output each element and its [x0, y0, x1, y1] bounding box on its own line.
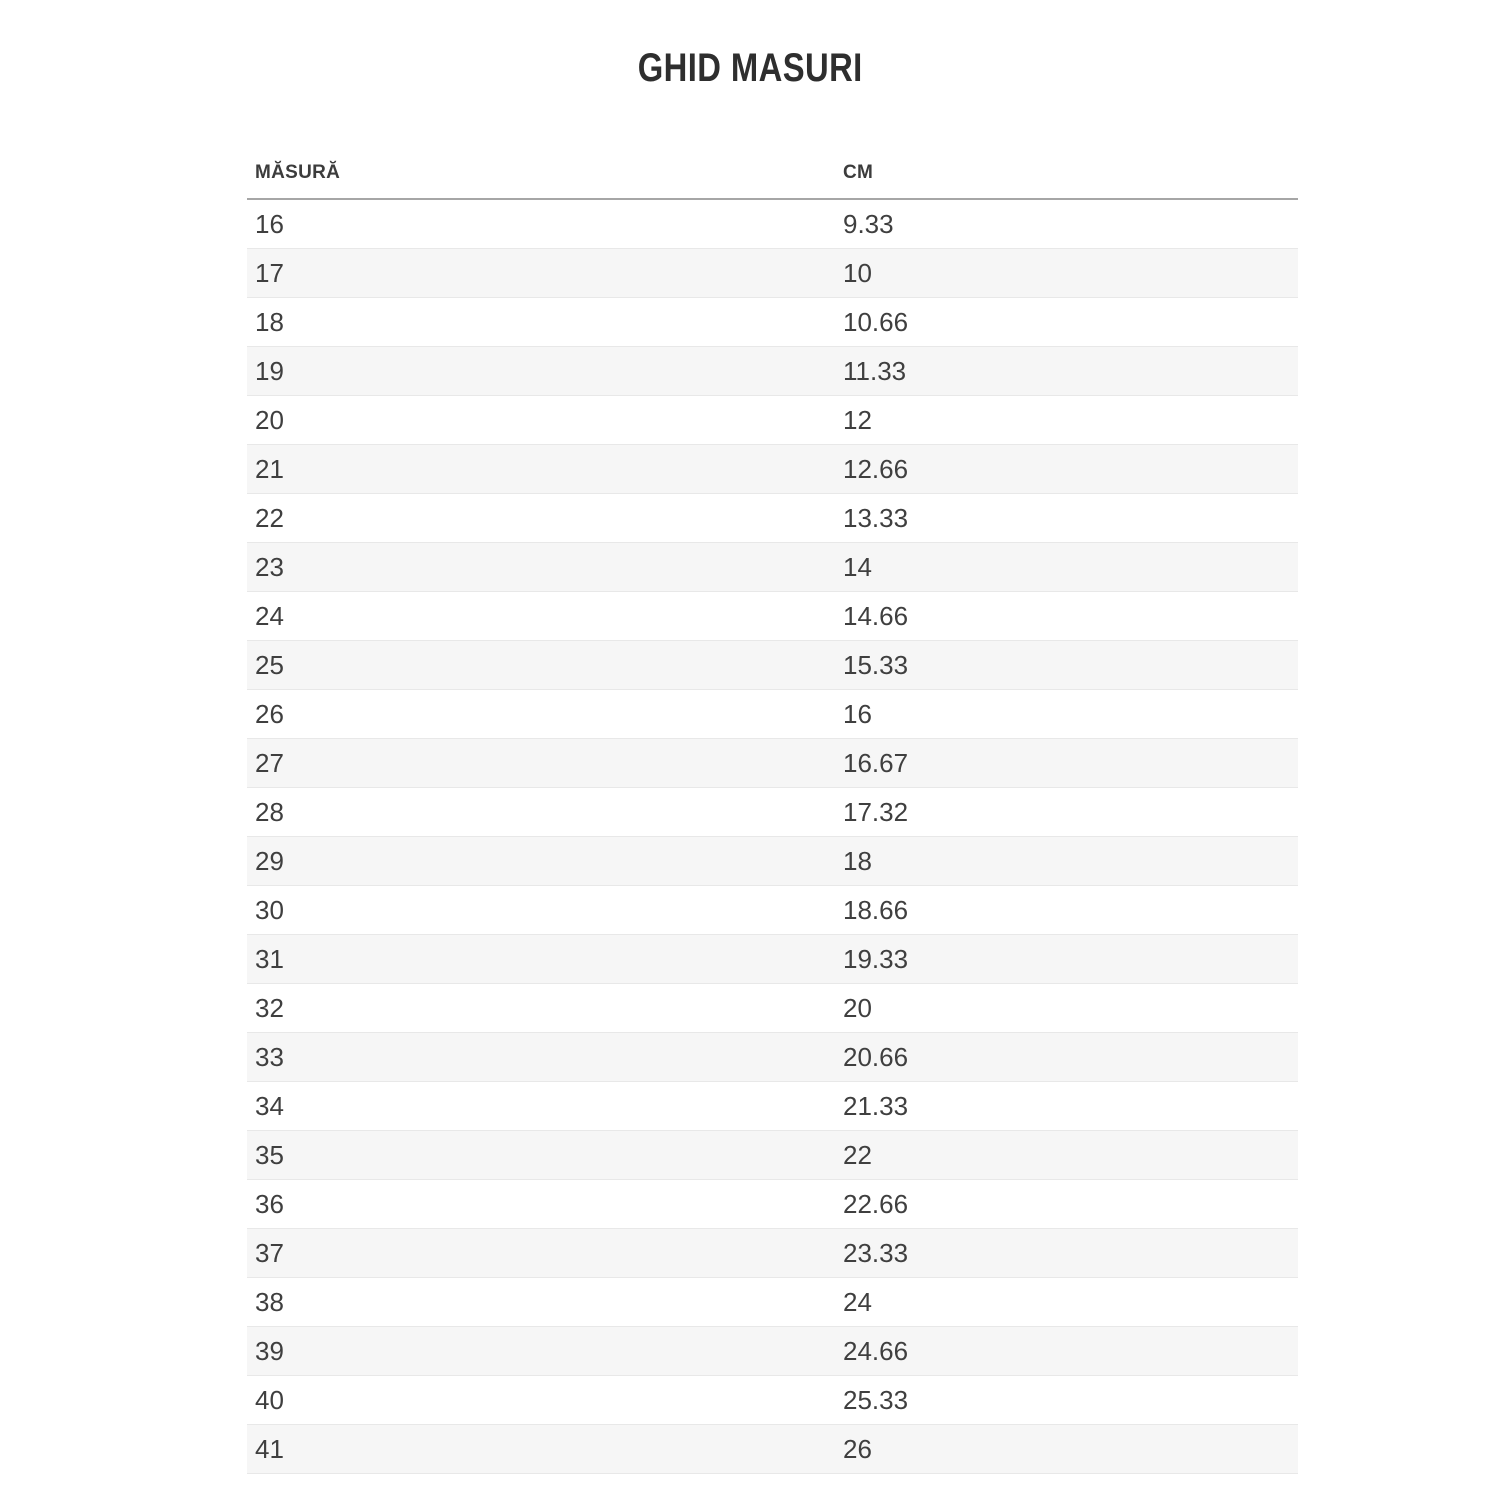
size-cell: 37	[247, 1229, 835, 1278]
size-cell: 41	[247, 1425, 835, 1474]
cm-cell: 10.66	[835, 298, 1298, 347]
table-row	[247, 788, 1298, 837]
size-cell: 33	[247, 1033, 835, 1082]
table-row	[247, 1082, 1298, 1131]
cm-cell: 15.33	[835, 641, 1298, 690]
table-row	[247, 886, 1298, 935]
cm-cell: 19.33	[835, 935, 1298, 984]
table-body	[247, 199, 1298, 1474]
table-row	[247, 1425, 1298, 1474]
cm-cell: 18.66	[835, 886, 1298, 935]
table-row	[247, 1180, 1298, 1229]
table-row	[247, 494, 1298, 543]
table-row	[247, 199, 1298, 249]
table-row	[247, 1229, 1298, 1278]
size-cell: 27	[247, 739, 835, 788]
table-row	[247, 298, 1298, 347]
table-row	[247, 837, 1298, 886]
table-row	[247, 1376, 1298, 1425]
size-cell: 39	[247, 1327, 835, 1376]
table-row	[247, 347, 1298, 396]
size-cell: 32	[247, 984, 835, 1033]
cm-cell: 23.33	[835, 1229, 1298, 1278]
table-row	[247, 1327, 1298, 1376]
table-row	[247, 543, 1298, 592]
size-cell: 26	[247, 690, 835, 739]
table-row	[247, 984, 1298, 1033]
table-row	[247, 690, 1298, 739]
size-cell: 25	[247, 641, 835, 690]
cm-cell: 12.66	[835, 445, 1298, 494]
size-cell: 36	[247, 1180, 835, 1229]
page-title-text: GHID MASURI	[637, 46, 863, 90]
cm-cell: 26	[835, 1425, 1298, 1474]
cm-cell: 22.66	[835, 1180, 1298, 1229]
size-column-header: MĂSURĂ	[247, 162, 835, 199]
cm-cell: 17.32	[835, 788, 1298, 837]
size-cell: 40	[247, 1376, 835, 1425]
size-cell: 30	[247, 886, 835, 935]
table-row	[247, 445, 1298, 494]
cm-cell: 20.66	[835, 1033, 1298, 1082]
size-cell: 28	[247, 788, 835, 837]
table-row	[247, 592, 1298, 641]
table-row	[247, 396, 1298, 445]
table-row	[247, 1278, 1298, 1327]
cm-cell: 18	[835, 837, 1298, 886]
table-row	[247, 249, 1298, 298]
cm-column-header: CM	[835, 162, 1298, 199]
cm-cell: 13.33	[835, 494, 1298, 543]
cm-cell: 16.67	[835, 739, 1298, 788]
size-cell: 31	[247, 935, 835, 984]
size-cell: 24	[247, 592, 835, 641]
cm-cell: 24.66	[835, 1327, 1298, 1376]
cm-cell: 24	[835, 1278, 1298, 1327]
size-cell: 18	[247, 298, 835, 347]
table-row	[247, 1033, 1298, 1082]
size-table	[247, 162, 1298, 1474]
size-cell: 23	[247, 543, 835, 592]
cm-cell: 16	[835, 690, 1298, 739]
size-cell: 34	[247, 1082, 835, 1131]
size-cell: 17	[247, 249, 835, 298]
size-guide-content	[247, 162, 1298, 1474]
cm-cell: 11.33	[835, 347, 1298, 396]
table-row	[247, 935, 1298, 984]
size-cell: 19	[247, 347, 835, 396]
size-cell: 35	[247, 1131, 835, 1180]
cm-cell: 25.33	[835, 1376, 1298, 1425]
cm-cell: 9.33	[835, 199, 1298, 249]
size-cell: 21	[247, 445, 835, 494]
size-cell: 38	[247, 1278, 835, 1327]
cm-cell: 10	[835, 249, 1298, 298]
cm-cell: 20	[835, 984, 1298, 1033]
header-row	[247, 162, 1298, 199]
cm-cell: 22	[835, 1131, 1298, 1180]
size-cell: 22	[247, 494, 835, 543]
table-head	[247, 162, 1298, 199]
size-cell: 20	[247, 396, 835, 445]
cm-cell: 12	[835, 396, 1298, 445]
table-row	[247, 739, 1298, 788]
cm-cell: 14.66	[835, 592, 1298, 641]
cm-cell: 21.33	[835, 1082, 1298, 1131]
table-row	[247, 641, 1298, 690]
cm-cell: 14	[835, 543, 1298, 592]
page-title	[0, 46, 1500, 90]
table-row	[247, 1131, 1298, 1180]
size-cell: 16	[247, 199, 835, 249]
size-cell: 29	[247, 837, 835, 886]
